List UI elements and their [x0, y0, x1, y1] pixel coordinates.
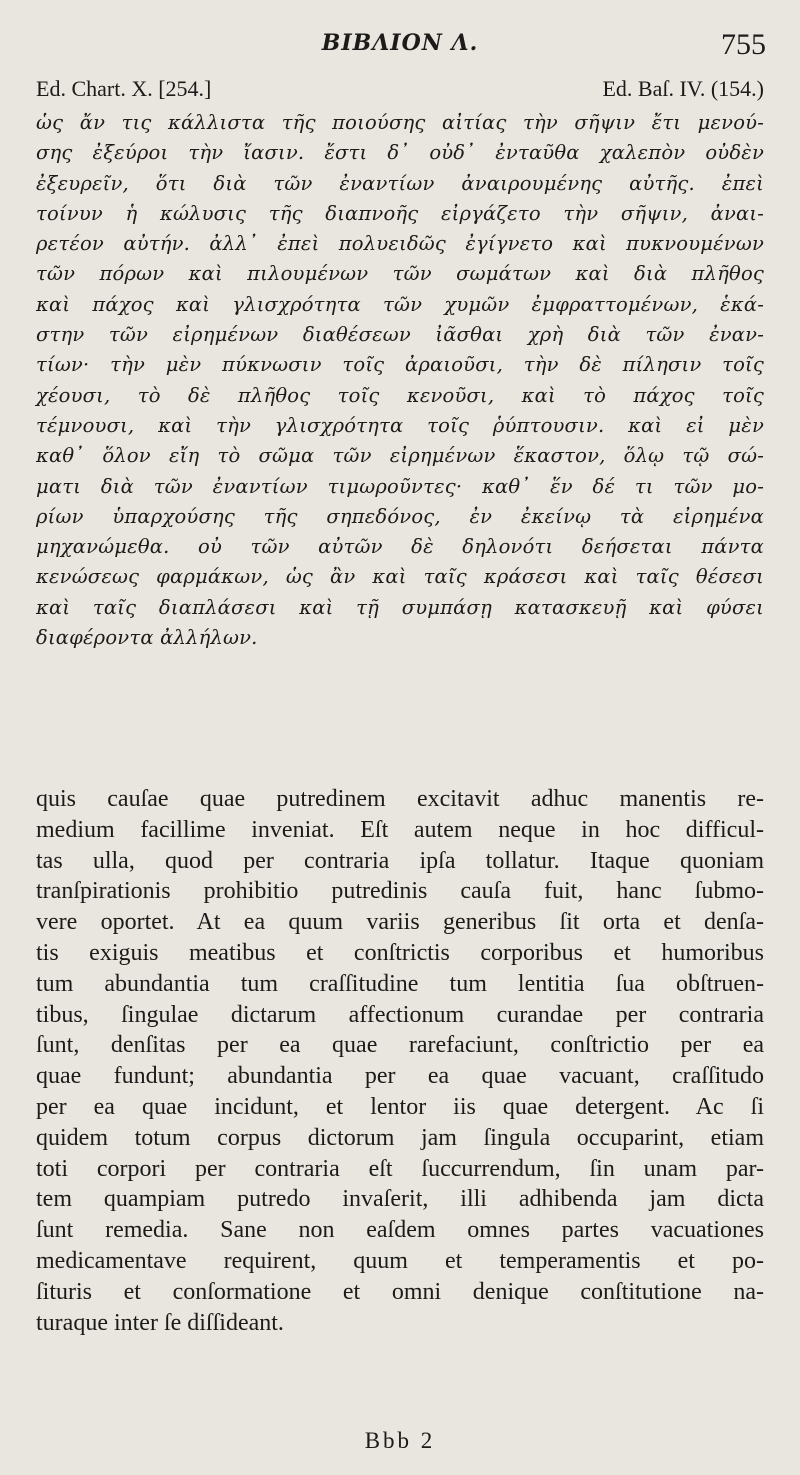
latin-line: tem quampiam putredo invaſerit, illi adhibenda jam dicta [36, 1186, 764, 1213]
latin-line: tranſpirationis prohibitio putredinis cauſa fuit, hanc ſubmo- [36, 878, 764, 905]
greek-line: τῶν πόρων καὶ πιλουμένων τῶν σωμάτων καὶ διὰ πλῆθος [36, 262, 764, 286]
greek-line: μηχανώμεθα. οὐ τῶν αὐτῶν δὲ δηλονότι δεήσεται πάντα [36, 535, 764, 559]
latin-line: medicamentave requirent, quum et temperamentis et po- [36, 1247, 764, 1274]
latin-line: ſunt, denſitas per ea quae rarefaciunt, conſtrictio per ea [36, 1032, 764, 1059]
greek-line: κενώσεως φαρμάκων, ὡς ἂν καὶ ταῖς κράσεσι καὶ ταῖς θέσεσι [36, 565, 764, 589]
latin-line: quidem totum corpus dictorum jam ſingula occuparint, etiam [36, 1124, 764, 1151]
latin-line: ſunt remedia. Sane non eaſdem omnes partes vacuationes [36, 1217, 764, 1244]
latin-line: tis exiguis meatibus et conſtrictis corporibus et humoribus [36, 939, 764, 966]
greek-text-block [36, 108, 764, 653]
greek-line: τοίνυν ἡ κώλυσις τῆς διαπνοῆς εἰργάζετο τὴν σῆψιν, ἀναι- [36, 201, 764, 225]
greek-line: ρετέον αὐτήν. ἀλλ᾽ ἐπεὶ πολυειδῶς ἐγίγνετο καὶ πυκνουμένων [36, 232, 764, 256]
greek-line: καὶ ταῖς διαπλάσεσι καὶ τῇ συμπάσῃ κατασκευῇ καὶ φύσει [36, 595, 764, 619]
latin-line: medium facillime inveniat. Eſt autem neque in hoc difficul- [36, 816, 764, 843]
edition-reference-basel: Ed. Baſ. IV. (154.) [602, 76, 764, 101]
latin-line: tum abundantia tum craſſitudine tum lentitia ſua obſtruen- [36, 970, 764, 997]
greek-line: καθ᾽ ὅλον εἴη τὸ σῶμα τῶν εἰρημένων ἕκαστον, ὅλῳ τῷ σώ- [36, 444, 764, 468]
greek-line: διαφέροντα ἀλλήλων. [36, 626, 258, 650]
edition-reference-chartier: Ed. Chart. X. [254.] [36, 76, 212, 101]
latin-line: quis cauſae quae putredinem excitavit adhuc manentis re- [36, 786, 764, 812]
greek-line: στην τῶν εἰρημένων διαθέσεων ἰᾶσθαι χρὴ διὰ τῶν ἐναν- [36, 323, 764, 347]
printer-signature-mark: Bbb 2 [364, 1428, 436, 1453]
greek-line: τίων· τὴν μὲν πύκνωσιν τοῖς ἀραιοῦσι, τὴν δὲ πίλησιν τοῖς [36, 353, 764, 377]
greek-line: ὡς ἄν τις κάλλιστα τῆς ποιούσης αἰτίας τὴν σῆψιν ἔτι μενού- [36, 111, 764, 134]
latin-line: tibus, ſingulae dictarum affectionum curandae per contraria [36, 1001, 764, 1028]
latin-line: vere oportet. At ea quum variis generibus ſit orta et denſa- [36, 909, 764, 936]
latin-line: turaque inter ſe diſſideant. [36, 1309, 284, 1336]
greek-line: ματι διὰ τῶν ἐναντίων τιμωροῦντες· καθ᾽ ἕν δέ τι τῶν μο- [36, 474, 764, 498]
latin-text-block [36, 784, 764, 1338]
latin-line: per ea quae incidunt, et lentor iis quae detergent. Ac ſi [36, 1093, 764, 1120]
greek-line: καὶ πάχος καὶ γλισχρότητα τῶν χυμῶν ἐμφραττομένων, ἑκά- [36, 292, 764, 316]
latin-line: toti corpori per contraria eſt ſuccurrendum, ſin unam par- [36, 1155, 764, 1182]
latin-line: quae fundunt; abundantia per ea quae vacuant, craſſitudo [36, 1063, 764, 1090]
greek-line: τέμνουσι, καὶ τὴν γλισχρότητα τοῖς ῥύπτουσιν. καὶ εἰ μὲν [36, 413, 764, 437]
latin-line: tas ulla, quod per contraria ipſa tollatur. Itaque quoniam [36, 847, 764, 874]
greek-line: ἐξευρεῖν, ὅτι διὰ τῶν ἐναντίων ἀναιρουμένης αὐτῆς. ἐπεὶ [36, 171, 764, 195]
running-title: BIBΛΙΟΝ Λ. [321, 30, 479, 56]
greek-line: χέουσι, τὸ δὲ πλῆθος τοῖς κενοῦσι, καὶ τὸ πάχος τοῖς [36, 383, 764, 407]
greek-line: σης ἐξεύροι τὴν ἴασιν. ἔστι δ᾽ οὐδ᾽ ἐνταῦθα χαλεπὸν οὐδὲν [36, 141, 764, 165]
latin-line: ſituris et conſormatione et omni denique conſtitutione na- [36, 1278, 764, 1305]
page-number: 755 [721, 28, 766, 61]
greek-line: ρίων ὑπαρχούσης τῆς σηπεδόνος, ἐν ἐκείνῳ τὰ εἰρημένα [36, 504, 764, 528]
